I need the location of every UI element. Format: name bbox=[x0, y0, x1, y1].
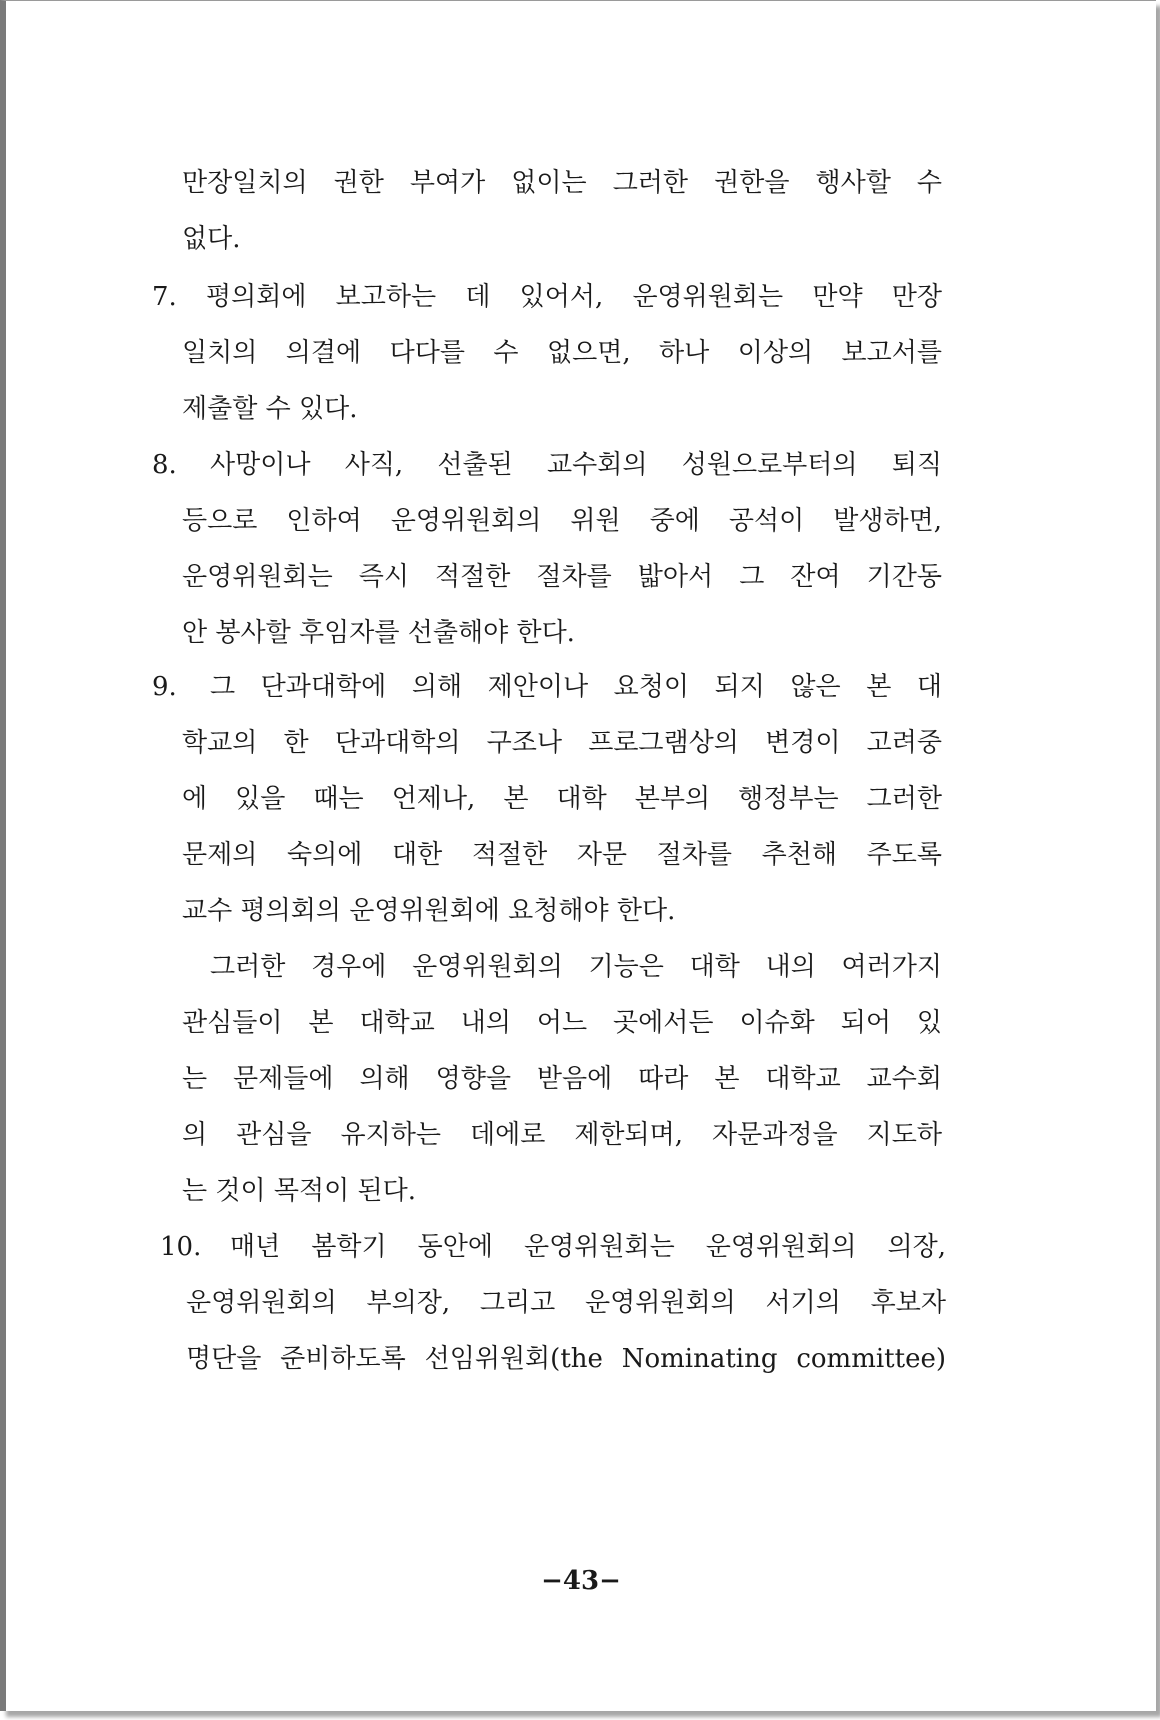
item-number: 8. bbox=[152, 450, 177, 480]
text-line: 일치의 의결에 다다를 수 없으면, 하나 이상의 보고서를 bbox=[182, 338, 942, 368]
page-number: −43− bbox=[541, 1566, 621, 1596]
text-line: 는 것이 목적이 된다. bbox=[182, 1176, 416, 1206]
item-number: 10. bbox=[160, 1232, 202, 1262]
text-line: 는 문제들에 의해 영향을 받음에 따라 본 대학교 교수회 bbox=[182, 1064, 942, 1094]
text-line: 매년 봄학기 동안에 운영위원회는 운영위원회의 의장, bbox=[230, 1232, 946, 1262]
text-line: 에 있을 때는 언제나, 본 대학 본부의 행정부는 그러한 bbox=[182, 784, 942, 814]
text-line: 관심들이 본 대학교 내의 어느 곳에서든 이슈화 되어 있 bbox=[182, 1008, 942, 1038]
text-line: 그 단과대학에 의해 제안이나 요청이 되지 않은 본 대 bbox=[210, 672, 942, 702]
text-line: 명단을 준비하도록 선임위원회(the Nominating committee) bbox=[186, 1344, 946, 1374]
text-line: 문제의 숙의에 대한 적절한 자문 절차를 추천해 주도록 bbox=[182, 840, 942, 870]
text-line: 없다. bbox=[182, 224, 241, 254]
text-line: 그러한 경우에 운영위원회의 기능은 대학 내의 여러가지 bbox=[210, 952, 942, 982]
text-line: 평의회에 보고하는 데 있어서, 운영위원회는 만약 만장 bbox=[206, 282, 942, 312]
text-line: 운영위원회는 즉시 적절한 절차를 밟아서 그 잔여 기간동 bbox=[182, 562, 942, 592]
text-line: 등으로 인하여 운영위원회의 위원 중에 공석이 발생하면, bbox=[182, 506, 942, 536]
text-line: 만장일치의 권한 부여가 없이는 그러한 권한을 행사할 수 bbox=[182, 168, 942, 198]
text-line: 의 관심을 유지하는 데에로 제한되며, 자문과정을 지도하 bbox=[182, 1120, 942, 1150]
text-line: 안 봉사할 후임자를 선출해야 한다. bbox=[182, 618, 575, 648]
text-line: 운영위원회의 부의장, 그리고 운영위원회의 서기의 후보자 bbox=[186, 1288, 946, 1318]
item-number: 9. bbox=[152, 672, 177, 702]
text-line: 학교의 한 단과대학의 구조나 프로그램상의 변경이 고려중 bbox=[182, 728, 942, 758]
text-line: 제출할 수 있다. bbox=[182, 394, 358, 424]
text-line: 교수 평의회의 운영위원회에 요청해야 한다. bbox=[182, 896, 676, 926]
text-line: 사망이나 사직, 선출된 교수회의 성원으로부터의 퇴직 bbox=[210, 450, 942, 480]
item-number: 7. bbox=[152, 282, 177, 312]
